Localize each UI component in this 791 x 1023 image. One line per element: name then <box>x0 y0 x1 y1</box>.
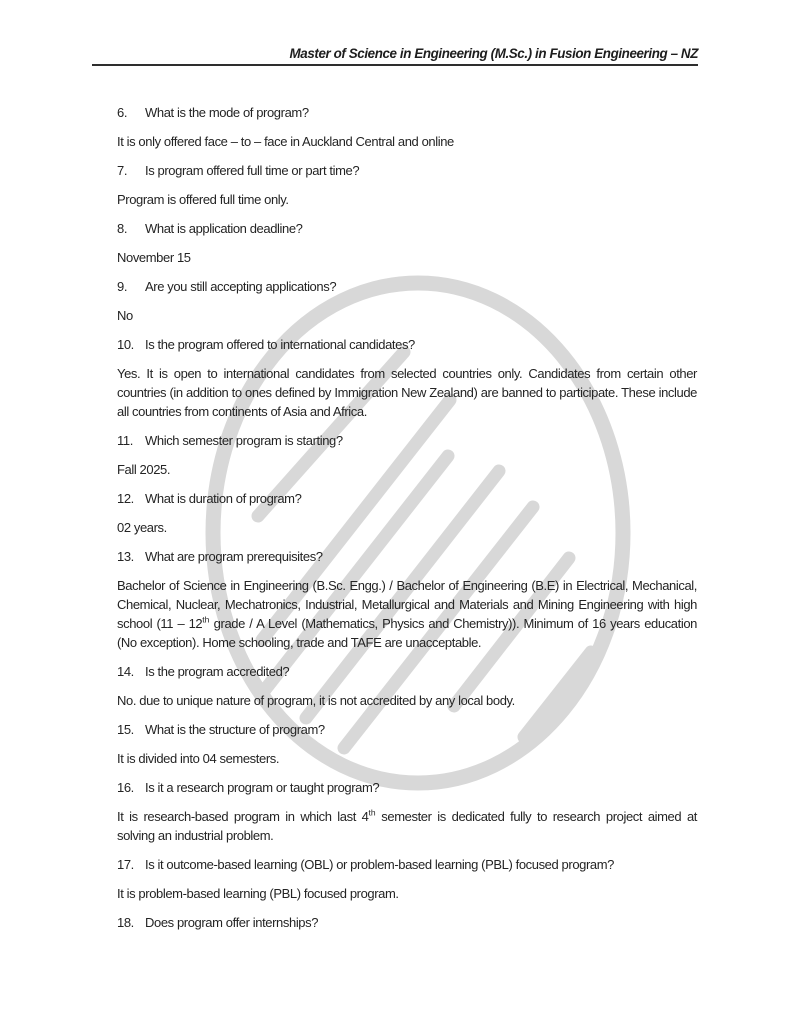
answer-text: 02 years. <box>117 520 167 535</box>
faq-question <box>117 161 697 180</box>
question-text: What is application deadline? <box>145 221 303 236</box>
faq-item <box>117 431 697 479</box>
question-number: 6. <box>117 105 128 120</box>
faq-question <box>117 720 697 739</box>
answer-text: No <box>117 308 133 323</box>
faq-question <box>117 103 697 122</box>
faq-item <box>117 161 697 209</box>
answer-text: Program is offered full time only. <box>117 192 289 207</box>
answer-segment: It is research-based program in which last 4 <box>117 809 369 824</box>
question-text: Are you still accepting applications? <box>145 279 337 294</box>
question-text: What are program prerequisites? <box>145 549 323 564</box>
answer-text <box>117 807 697 845</box>
faq-item <box>117 219 697 267</box>
question-text: Is the program offered to international candidates? <box>145 337 415 352</box>
faq-question <box>117 662 697 681</box>
question-text: Is it outcome-based learning (OBL) or problem-based learning (PBL) focused program? <box>145 857 614 872</box>
question-number: 12. <box>117 491 134 506</box>
faq-item <box>117 335 697 421</box>
question-text: Is program offered full time or part time? <box>145 163 360 178</box>
answer-text: It is only offered face – to – face in Auckland Central and online <box>117 134 454 149</box>
question-text: What is the mode of program? <box>145 105 309 120</box>
faq-item <box>117 662 697 710</box>
question-number: 15. <box>117 722 134 737</box>
answer-segment: Bachelor of Science in Engineering (B.Sc. Engg.) / Bachelor of Engineering (B.E) in Electrical, Mechanical, Chemical, Nuclear, Mechatronics, Industrial, Metallurgical and Materials and Mining Engineering with high school (11 – 12 <box>117 578 697 631</box>
answer-text: Fall 2025. <box>117 462 171 477</box>
question-number: 14. <box>117 664 134 679</box>
faq-question <box>117 335 697 354</box>
question-text: Is the program accredited? <box>145 664 290 679</box>
answer-text <box>117 576 697 652</box>
faq-item <box>117 720 697 768</box>
header-rule <box>92 64 698 66</box>
faq-item <box>117 103 697 151</box>
faq-question <box>117 219 697 238</box>
faq-question <box>117 547 697 566</box>
answer-text: It is problem-based learning (PBL) focused program. <box>117 886 399 901</box>
answer-text: November 15 <box>117 250 191 265</box>
question-text: What is duration of program? <box>145 491 302 506</box>
faq-question <box>117 855 697 874</box>
question-number: 17. <box>117 857 134 872</box>
answer-segment: grade / A Level (Mathematics, Physics and Chemistry)). Minimum of 16 years education (No exception). Home schooling, trade and TAFE are unacceptable. <box>117 616 697 650</box>
superscript-ordinal: th <box>202 614 210 625</box>
question-number: 18. <box>117 915 134 930</box>
faq-item <box>117 547 697 652</box>
question-number: 8. <box>117 221 128 236</box>
question-text: Which semester program is starting? <box>145 433 343 448</box>
faq-question <box>117 277 697 296</box>
answer-segment: semester is dedicated fully to research project aimed at solving an industrial problem. <box>117 809 697 843</box>
faq-question <box>117 489 697 508</box>
faq-item <box>117 913 697 932</box>
question-number: 13. <box>117 549 134 564</box>
superscript-ordinal: th <box>368 807 376 818</box>
question-number: 11. <box>117 433 133 448</box>
answer-text: It is divided into 04 semesters. <box>117 751 280 766</box>
question-number: 10. <box>117 337 134 352</box>
answer-text: Yes. It is open to international candidates from selected countries only. Candidates from certain other countries (in addition to ones defined by Immigration New Zealand) are banned to participate. These include all countries from continents of Asia and Africa. <box>117 366 697 419</box>
question-text: What is the structure of program? <box>145 722 325 737</box>
faq-question <box>117 431 697 450</box>
faq-item <box>117 277 697 325</box>
faq-content <box>117 103 697 942</box>
faq-item <box>117 855 697 903</box>
page-header-title: Master of Science in Engineering (M.Sc.) in Fusion Engineering – NZ <box>289 46 698 61</box>
question-number: 16. <box>117 780 134 795</box>
question-text: Does program offer internships? <box>145 915 319 930</box>
answer-text: No. due to unique nature of program, it is not accredited by any local body. <box>117 693 515 708</box>
faq-item <box>117 778 697 845</box>
faq-item <box>117 489 697 537</box>
faq-question <box>117 778 697 797</box>
question-text: Is it a research program or taught program? <box>145 780 380 795</box>
question-number: 7. <box>117 163 128 178</box>
faq-question <box>117 913 697 932</box>
question-number: 9. <box>117 279 128 294</box>
